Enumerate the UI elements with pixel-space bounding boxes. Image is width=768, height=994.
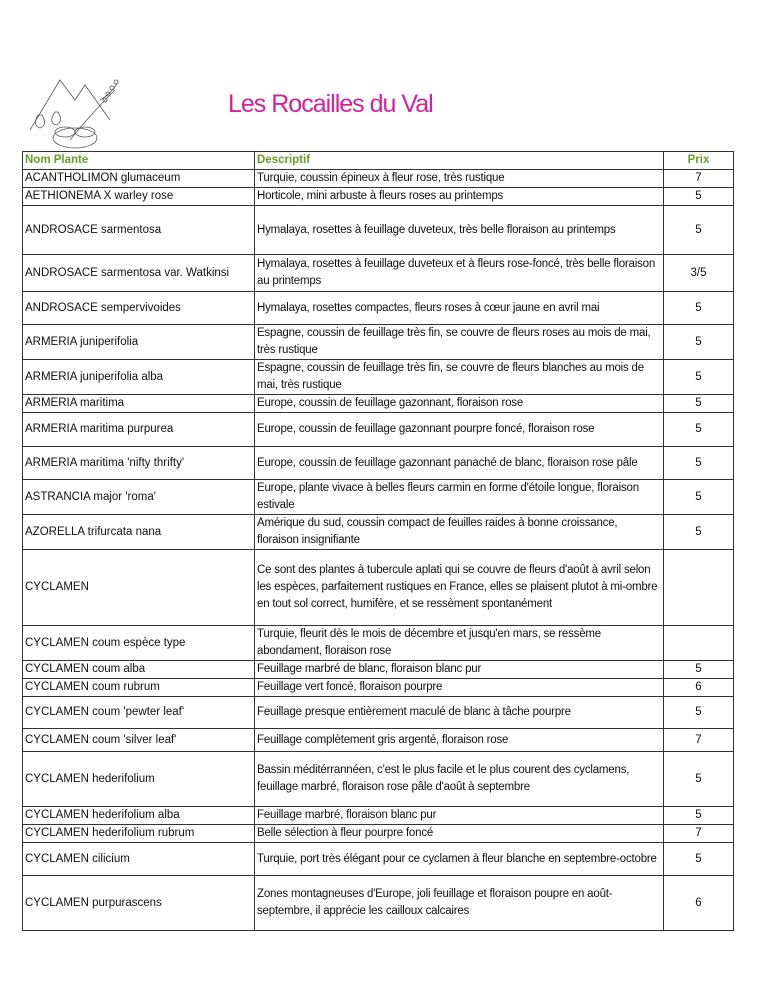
table-row	[23, 626, 734, 661]
plant-name: ASTRANCIA major 'roma'	[23, 480, 255, 515]
plant-price-table	[22, 151, 734, 931]
table-row	[23, 843, 734, 876]
table-row	[23, 292, 734, 325]
plant-price: 5	[664, 807, 734, 825]
plant-name: ARMERIA juniperifolia	[23, 325, 255, 360]
plant-name: ARMERIA juniperifolia alba	[23, 360, 255, 395]
plant-price: 5	[664, 697, 734, 729]
plant-price: 6	[664, 679, 734, 697]
plant-description: Europe, plante vivace à belles fleurs carmin en forme d'étoile longue, floraison estivale	[255, 480, 664, 515]
plant-name: ANDROSACE sempervivoides	[23, 292, 255, 325]
table-header-row	[23, 152, 734, 170]
plant-price: 5	[664, 292, 734, 325]
plant-description: Feuillage vert foncé, floraison pourpre	[255, 679, 664, 697]
plant-name: CYCLAMEN hederifolium rubrum	[23, 825, 255, 843]
plant-description: Feuillage presque entièrement maculé de blanc à tâche pourpre	[255, 697, 664, 729]
plant-price: 7	[664, 825, 734, 843]
table-row	[23, 825, 734, 843]
plant-name: ARMERIA maritima 'nifty thrifty'	[23, 447, 255, 480]
plant-description: Belle sélection à fleur pourpre foncé	[255, 825, 664, 843]
plant-description: Espagne, coussin de feuillage très fin, se couvre de fleurs blanches au mois de mai, très rustique	[255, 360, 664, 395]
plant-description: Turquie, port très élégant pour ce cyclamen à fleur blanche en septembre-octobre	[255, 843, 664, 876]
header-price: Prix	[664, 152, 734, 170]
plant-description: Horticole, mini arbuste à fleurs roses au printemps	[255, 188, 664, 206]
plant-name: CYCLAMEN coum rubrum	[23, 679, 255, 697]
table-row	[23, 752, 734, 807]
header-name: Nom Plante	[23, 152, 255, 170]
plant-price: 5	[664, 188, 734, 206]
plant-name: CYCLAMEN hederifolium	[23, 752, 255, 807]
plant-description: Hymalaya, rosettes compactes, fleurs roses à cœur jaune en avril mai	[255, 292, 664, 325]
plant-price: 5	[664, 447, 734, 480]
plant-name: ANDROSACE sarmentosa var. Watkinsi	[23, 255, 255, 292]
plant-name: CYCLAMEN coum alba	[23, 661, 255, 679]
plant-name: AETHIONEMA X warley rose	[23, 188, 255, 206]
plant-price: 7	[664, 170, 734, 188]
plant-price: 5	[664, 206, 734, 255]
table-row	[23, 515, 734, 550]
plant-description: Bassin méditérrannéen, c'est le plus facile et le plus courent des cyclamens, feuillage marbré, floraison rose pâle d'août à septembre	[255, 752, 664, 807]
table-row	[23, 679, 734, 697]
plant-price: 3/5	[664, 255, 734, 292]
plant-price: 5	[664, 752, 734, 807]
plant-description: Turquie, coussin épineux à fleur rose, très rustique	[255, 170, 664, 188]
plant-price	[664, 626, 734, 661]
plant-name: CYCLAMEN coum 'pewter leaf'	[23, 697, 255, 729]
table-row	[23, 729, 734, 752]
plant-description: Amérique du sud, coussin compact de feuilles raides à bonne croissance, floraison insignifiante	[255, 515, 664, 550]
plant-name: ACANTHOLIMON glumaceum	[23, 170, 255, 188]
table-row	[23, 360, 734, 395]
plant-price: 5	[664, 325, 734, 360]
plant-description: Europe, coussin de feuillage gazonnant panaché de blanc, floraison rose pâle	[255, 447, 664, 480]
plant-description: Espagne, coussin de feuillage très fin, se couvre de fleurs roses au mois de mai, très rustique	[255, 325, 664, 360]
plant-description: Hymalaya, rosettes à feuillage duveteux et à fleurs rose-foncé, très belle floraison au printemps	[255, 255, 664, 292]
plant-name: CYCLAMEN coum espèce type	[23, 626, 255, 661]
plant-name: ARMERIA maritima	[23, 395, 255, 413]
plant-name: AZORELLA trifurcata nana	[23, 515, 255, 550]
plant-description: Feuillage marbré de blanc, floraison blanc pur	[255, 661, 664, 679]
plant-name: CYCLAMEN cilicium	[23, 843, 255, 876]
plant-description: Ce sont des plantes à tubercule aplati qui se couvre de fleurs d'août à avril selon les espèces, parfaitement rustiques en France, elles se plaisent plutot à mi-ombre en tout sol correct, humifère, et se ressèment spontanément	[255, 550, 664, 626]
plant-name: ARMERIA maritima purpurea	[23, 413, 255, 447]
table-row	[23, 876, 734, 931]
table-row	[23, 447, 734, 480]
plant-price: 5	[664, 360, 734, 395]
plant-price: 6	[664, 876, 734, 931]
plant-name: CYCLAMEN purpurascens	[23, 876, 255, 931]
header-description: Descriptif	[255, 152, 664, 170]
plant-description: Feuillage marbré, floraison blanc pur	[255, 807, 664, 825]
table-row	[23, 188, 734, 206]
table-row	[23, 697, 734, 729]
table-row	[23, 480, 734, 515]
plant-description: Europe, coussin de feuillage gazonnant, floraison rose	[255, 395, 664, 413]
table-row	[23, 661, 734, 679]
table-row	[23, 807, 734, 825]
table-row	[23, 255, 734, 292]
table-row	[23, 170, 734, 188]
plant-description: Feuillage complètement gris argenté, floraison rose	[255, 729, 664, 752]
table-row	[23, 395, 734, 413]
plant-name: ANDROSACE sarmentosa	[23, 206, 255, 255]
plant-price: 5	[664, 395, 734, 413]
plant-price: 5	[664, 661, 734, 679]
plant-description: Hymalaya, rosettes à feuillage duveteux, très belle floraison au printemps	[255, 206, 664, 255]
plant-price: 7	[664, 729, 734, 752]
table-row	[23, 413, 734, 447]
table-row	[23, 550, 734, 626]
plant-price: 5	[664, 413, 734, 447]
plant-description: Zones montagneuses d'Europe, joli feuillage et floraison poupre en août-septembre, il apprécie les cailloux calcaires	[255, 876, 664, 931]
plant-price: 5	[664, 515, 734, 550]
plant-price: 5	[664, 480, 734, 515]
plant-name: CYCLAMEN coum 'silver leaf'	[23, 729, 255, 752]
plant-description: Turquie, fleurit dès le mois de décembre et jusqu'en mars, se ressème abondament, floraison rose	[255, 626, 664, 661]
table-row	[23, 325, 734, 360]
plant-name: CYCLAMEN hederifolium alba	[23, 807, 255, 825]
plant-price	[664, 550, 734, 626]
plant-price: 5	[664, 843, 734, 876]
table-row	[23, 206, 734, 255]
plant-name: CYCLAMEN	[23, 550, 255, 626]
plant-description: Europe, coussin de feuillage gazonnant pourpre foncé, floraison rose	[255, 413, 664, 447]
flower-sketch-logo	[20, 70, 155, 150]
page-title: Les Rocailles du Val	[228, 90, 433, 118]
